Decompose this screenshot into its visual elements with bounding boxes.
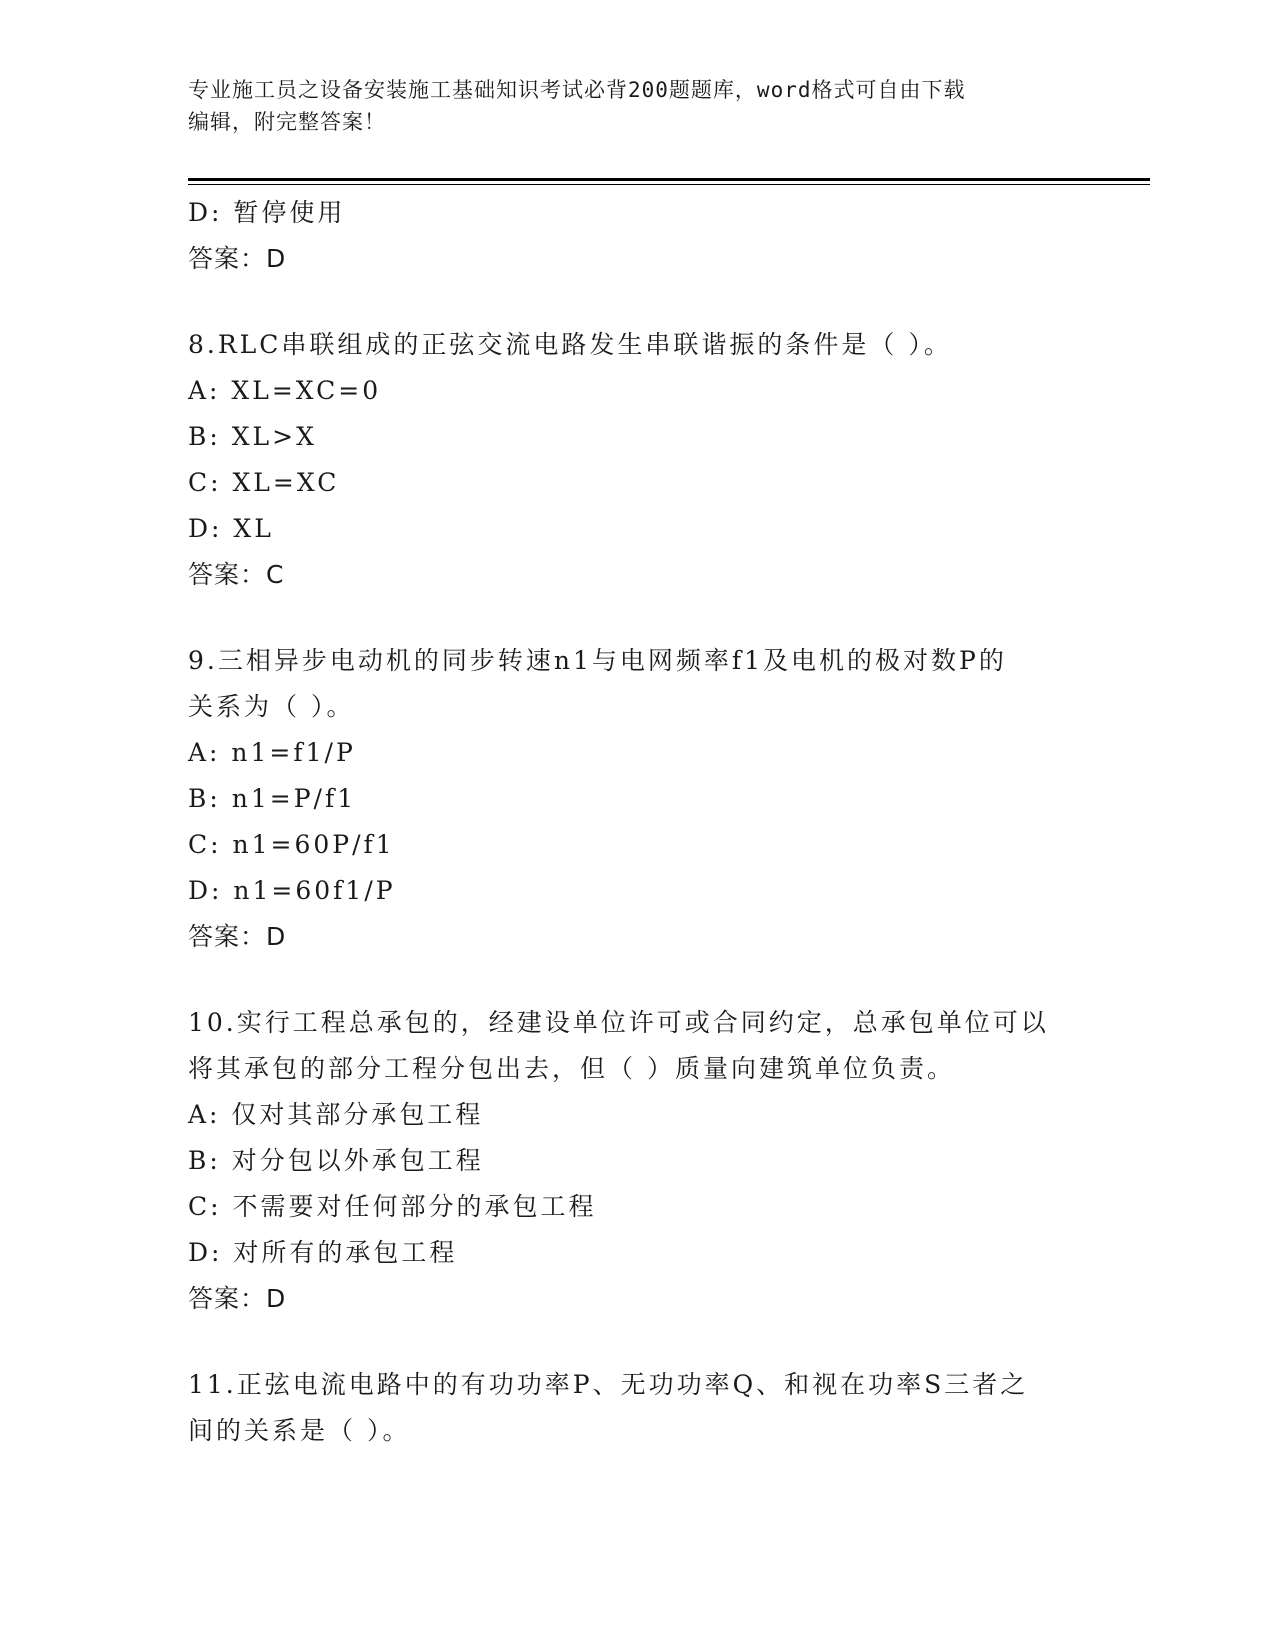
question-8: [188, 322, 1088, 598]
option-b: B: 对分包以外承包工程: [188, 1146, 484, 1175]
option-c: C: n1=60P/f1: [188, 830, 395, 859]
answer: 答案：C: [188, 560, 285, 589]
document-header: [188, 74, 1088, 138]
question-text: 8.RLC串联组成的正弦交流电路发生串联谐振的条件是（ ）。: [188, 330, 952, 359]
option-c: C: 不需要对任何部分的承包工程: [188, 1192, 597, 1221]
option-d: D: 暂停使用: [188, 198, 346, 227]
prev-question-tail: [188, 190, 1088, 282]
answer: 答案：D: [188, 244, 287, 273]
header-divider-thick: [188, 178, 1150, 181]
option-d: D: XL: [188, 514, 274, 543]
question-11: [188, 1362, 1088, 1454]
question-10: [188, 1000, 1088, 1322]
option-b: B: XL>X: [188, 422, 317, 451]
question-text: 9.三相异步电动机的同步转速n1与电网频率f1及电机的极对数P的: [188, 646, 1007, 675]
answer: 答案：D: [188, 922, 287, 951]
question-text: 10.实行工程总承包的，经建设单位许可或合同约定，总承包单位可以: [188, 1008, 1049, 1037]
question-text-cont: 将其承包的部分工程分包出去，但（ ）质量向建筑单位负责。: [188, 1054, 955, 1083]
option-b: B: n1=P/f1: [188, 784, 357, 813]
option-a: A: 仅对其部分承包工程: [188, 1100, 484, 1129]
answer: 答案：D: [188, 1284, 287, 1313]
question-text: 11.正弦电流电路中的有功功率P、无功功率Q、和视在功率S三者之: [188, 1370, 1029, 1399]
option-c: C: XL=XC: [188, 468, 340, 497]
question-text-cont: 间的关系是（ ）。: [188, 1416, 411, 1445]
question-content: [188, 190, 1088, 1454]
option-d: D: 对所有的承包工程: [188, 1238, 458, 1267]
question-9: [188, 638, 1088, 960]
header-line-1: 专业施工员之设备安装施工基础知识考试必背200题题库，word格式可自由下载: [188, 78, 966, 102]
option-a: A: n1=f1/P: [188, 738, 356, 767]
header-line-2: 编辑，附完整答案！: [188, 110, 386, 134]
header-divider-thin: [188, 184, 1150, 185]
option-d: D: n1=60f1/P: [188, 876, 396, 905]
option-a: A: XL=XC=0: [188, 376, 382, 405]
question-text-cont: 关系为（ ）。: [188, 692, 355, 721]
